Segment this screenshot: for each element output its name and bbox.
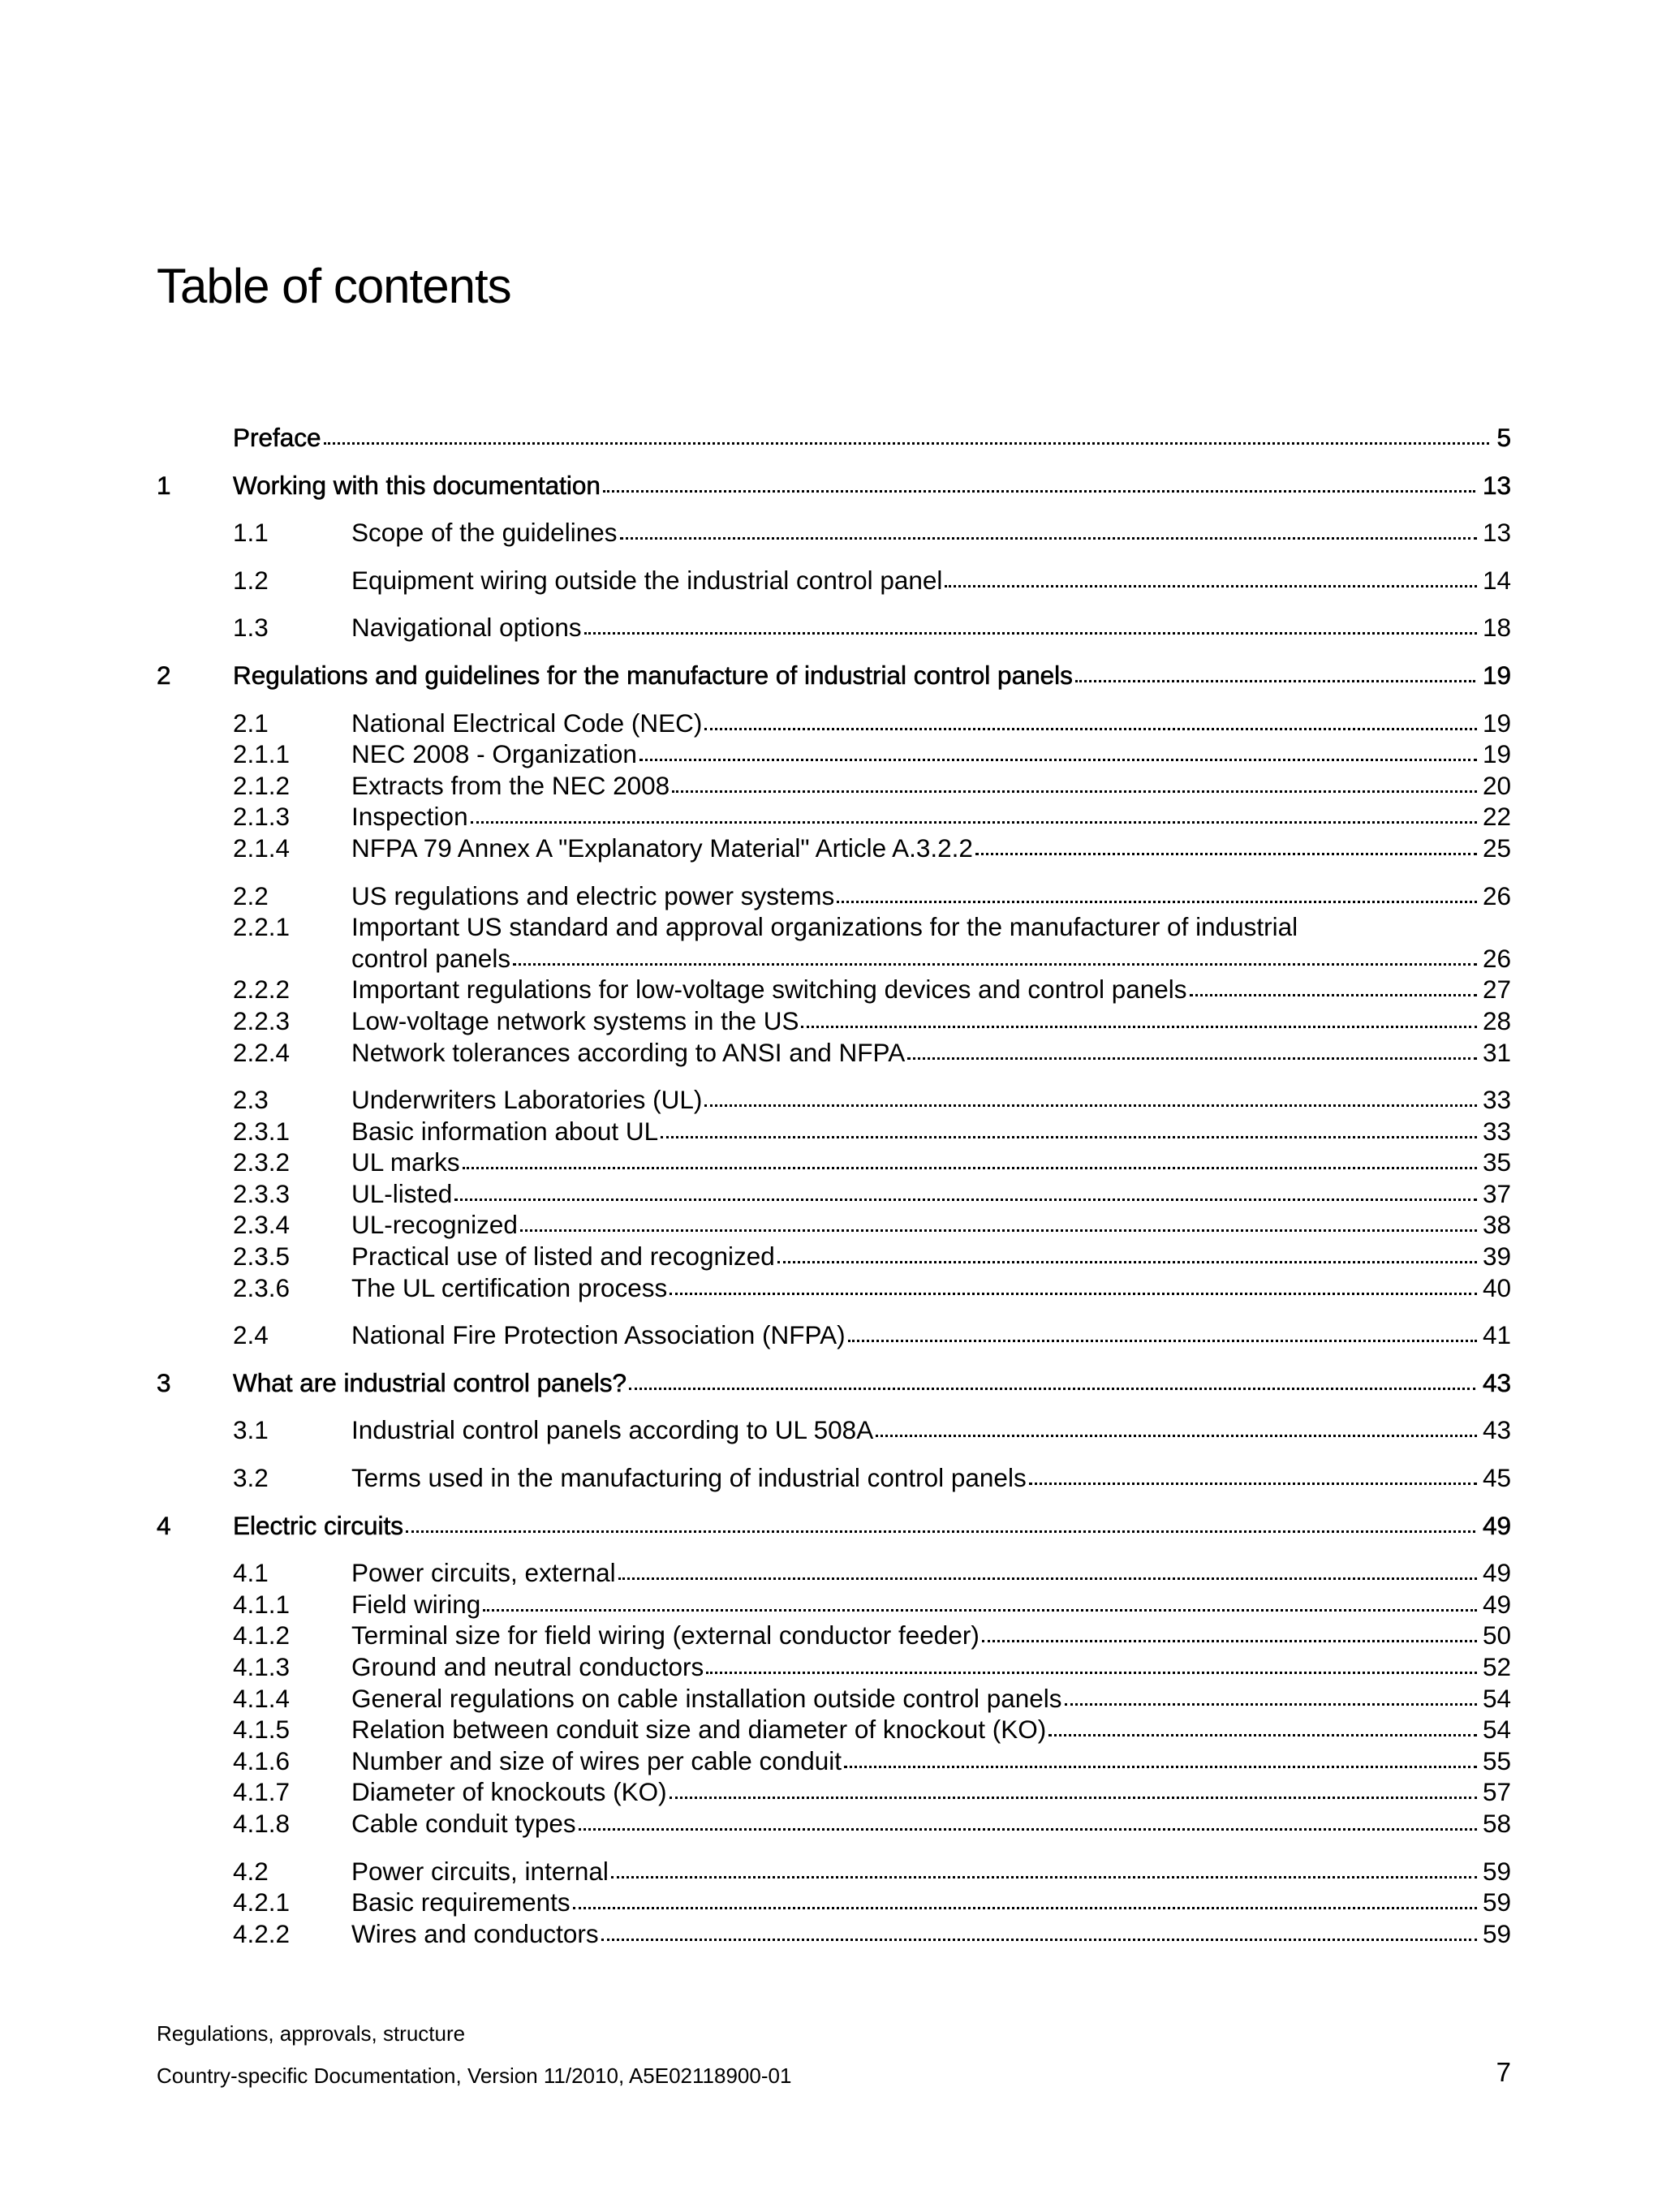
toc-entry-title[interactable]: Basic information about UL (351, 1116, 659, 1146)
toc-entry-title[interactable]: Diameter of knockouts (KO) (351, 1777, 667, 1807)
toc-page-number[interactable]: 33 (1482, 1116, 1511, 1146)
toc-entry-title[interactable]: Important regulations for low-voltage switching devices and control panels (351, 975, 1187, 1005)
toc-entry[interactable] (157, 801, 1511, 833)
toc-entry-title[interactable]: National Electrical Code (NEC) (351, 708, 703, 738)
table-of-contents (157, 422, 1511, 1949)
toc-page-number[interactable]: 50 (1482, 1620, 1511, 1650)
toc-page-number[interactable]: 49 (1482, 1589, 1511, 1619)
toc-entry[interactable] (157, 770, 1511, 802)
toc-entry[interactable] (157, 1918, 1511, 1950)
toc-entry[interactable] (157, 708, 1511, 739)
toc-entry-title[interactable]: NEC 2008 - Organization (351, 739, 637, 769)
toc-entry[interactable] (157, 1272, 1511, 1304)
toc-entry-title[interactable]: Extracts from the NEC 2008 (351, 770, 670, 800)
toc-chapter-number: 3 (157, 1367, 171, 1397)
toc-page-number[interactable]: 58 (1482, 1808, 1511, 1838)
toc-page-number[interactable]: 49 (1482, 1510, 1511, 1540)
toc-dot-leader (945, 585, 1477, 587)
toc-entry[interactable] (157, 880, 1511, 912)
toc-dot-leader (837, 901, 1477, 903)
toc-dot-leader (982, 1640, 1477, 1642)
toc-page-number[interactable]: 22 (1482, 802, 1511, 832)
toc-section-number: 2.3.6 (233, 1272, 291, 1302)
toc-page-number[interactable]: 55 (1482, 1745, 1511, 1775)
page-footer (157, 2012, 1511, 2097)
toc-dot-leader (618, 1577, 1477, 1580)
toc-entry[interactable] (157, 1178, 1511, 1210)
toc-page-number[interactable]: 52 (1482, 1652, 1511, 1681)
toc-section-number: 2.3.4 (233, 1210, 291, 1240)
toc-entry-title[interactable]: General regulations on cable installation outside control panels (351, 1683, 1062, 1713)
toc-entry[interactable] (157, 833, 1511, 864)
toc-entry-title[interactable]: Equipment wiring outside the industrial control panel (351, 565, 943, 595)
toc-entry-title[interactable]: Industrial control panels according to UL 508A (351, 1415, 874, 1445)
toc-entry-title[interactable]: Wires and conductors (351, 1918, 599, 1948)
toc-entry[interactable] (157, 1209, 1511, 1241)
toc-entry[interactable] (157, 1319, 1511, 1351)
toc-dot-leader (639, 759, 1477, 761)
toc-dot-leader (1048, 1734, 1477, 1736)
toc-page-number[interactable]: 59 (1482, 1887, 1511, 1917)
toc-page-number[interactable]: 27 (1482, 975, 1511, 1005)
toc-entry-title[interactable]: Field wiring (351, 1589, 481, 1619)
toc-chapter-number: 4 (157, 1510, 171, 1540)
toc-page-number[interactable]: 14 (1482, 565, 1511, 595)
toc-entry[interactable] (157, 1745, 1511, 1777)
toc-section-number: 4.2.2 (233, 1918, 291, 1948)
toc-section-number: 4.1.1 (233, 1589, 291, 1619)
toc-dot-leader (611, 1876, 1477, 1878)
toc-entry-title[interactable]: Basic requirements (351, 1887, 571, 1917)
toc-page-number[interactable]: 45 (1482, 1463, 1511, 1493)
toc-page-number[interactable]: 40 (1482, 1272, 1511, 1302)
toc-section-number: 2.1.4 (233, 833, 291, 863)
toc-dot-leader (704, 1104, 1477, 1107)
toc-page-number[interactable]: 19 (1482, 660, 1511, 690)
toc-section-number: 4.1.3 (233, 1652, 291, 1681)
toc-entry-title[interactable]: Regulations and guidelines for the manufacture of industrial control panels (233, 660, 1073, 690)
toc-entry[interactable] (157, 1856, 1511, 1887)
toc-section-number: 4.2 (233, 1856, 269, 1886)
toc-page-number[interactable]: 13 (1482, 470, 1511, 500)
toc-dot-leader (844, 1766, 1477, 1768)
toc-dot-leader (704, 728, 1477, 730)
toc-dot-leader (1065, 1703, 1477, 1706)
toc-dot-leader (777, 1261, 1477, 1263)
toc-section-number: 2.2.2 (233, 975, 291, 1005)
toc-chapter-number: 1 (157, 470, 171, 500)
toc-dot-leader (661, 1136, 1477, 1138)
page-title: Table of contents (157, 259, 511, 313)
toc-page-number[interactable]: 38 (1482, 1210, 1511, 1240)
toc-dot-leader (573, 1907, 1477, 1909)
toc-page-number[interactable]: 19 (1482, 739, 1511, 769)
toc-dot-leader (670, 1293, 1477, 1295)
toc-section-number: 4.1.5 (233, 1715, 291, 1745)
toc-dot-leader (603, 490, 1475, 493)
toc-entry-title[interactable]: What are industrial control panels? (233, 1367, 627, 1397)
toc-dot-leader (579, 1828, 1477, 1831)
toc-dot-leader (670, 1797, 1477, 1799)
toc-entry[interactable] (157, 1084, 1511, 1116)
toc-entry-title[interactable]: Working with this documentation (233, 470, 601, 500)
toc-section-number: 2.3 (233, 1085, 269, 1115)
toc-entry[interactable] (157, 1116, 1511, 1147)
toc-section-number: 2.1.1 (233, 739, 291, 769)
toc-page-number[interactable]: 28 (1482, 1005, 1511, 1035)
toc-page-number[interactable]: 39 (1482, 1242, 1511, 1272)
toc-entry-title[interactable]: The UL certification process (351, 1272, 668, 1302)
toc-entry-title[interactable]: US regulations and electric power systems (351, 880, 835, 910)
toc-page-number[interactable]: 41 (1482, 1320, 1511, 1350)
toc-entry[interactable] (157, 1462, 1511, 1494)
toc-entry[interactable] (157, 1147, 1511, 1178)
toc-page-number[interactable]: 54 (1482, 1683, 1511, 1713)
toc-entry-title[interactable]: Cable conduit types (351, 1808, 576, 1838)
toc-section-number: 2.3.5 (233, 1242, 291, 1272)
toc-entry-title[interactable]: Power circuits, external (351, 1558, 616, 1588)
toc-page-number[interactable]: 54 (1482, 1715, 1511, 1745)
toc-dot-leader (520, 1229, 1477, 1232)
toc-dot-leader (471, 821, 1477, 824)
toc-page-number[interactable]: 31 (1482, 1037, 1511, 1067)
toc-page-number[interactable]: 20 (1482, 770, 1511, 800)
toc-entry[interactable] (157, 1367, 1511, 1399)
toc-entry[interactable] (157, 612, 1511, 643)
toc-entry[interactable] (157, 911, 1511, 943)
toc-page-number[interactable]: 18 (1482, 613, 1511, 643)
toc-page-number[interactable]: 26 (1482, 880, 1511, 910)
toc-entry-title[interactable]: Navigational options (351, 613, 582, 643)
toc-entry-title[interactable]: UL marks (351, 1147, 460, 1177)
toc-entry[interactable] (157, 738, 1511, 770)
toc-dot-leader (672, 790, 1477, 793)
toc-dot-leader (1075, 680, 1475, 682)
toc-page-number[interactable]: 37 (1482, 1178, 1511, 1208)
toc-section-number: 2.2.4 (233, 1037, 291, 1067)
toc-entry-title[interactable]: Important US standard and approval organizations for the manufacturer of industrial (351, 912, 1298, 942)
toc-page-number[interactable]: 59 (1482, 1856, 1511, 1886)
toc-entry-continuation[interactable] (157, 943, 1511, 975)
toc-section-number: 4.1 (233, 1558, 269, 1588)
toc-entry-title[interactable]: UL-listed (351, 1178, 453, 1208)
toc-dot-leader (848, 1340, 1477, 1342)
toc-dot-leader (406, 1530, 1475, 1533)
toc-page-number[interactable]: 13 (1482, 518, 1511, 548)
toc-dot-leader (706, 1672, 1477, 1674)
toc-section-number: 2.3.2 (233, 1147, 291, 1177)
toc-entry[interactable] (157, 660, 1511, 691)
toc-dot-leader (1029, 1483, 1477, 1485)
toc-section-number: 4.1.4 (233, 1683, 291, 1713)
toc-entry[interactable] (157, 1241, 1511, 1272)
toc-entry[interactable] (157, 517, 1511, 549)
toc-dot-leader (629, 1388, 1475, 1390)
toc-section-number: 4.1.2 (233, 1620, 291, 1650)
toc-section-number: 2.2 (233, 880, 269, 910)
toc-page-number[interactable]: 57 (1482, 1777, 1511, 1807)
toc-entry-title[interactable]: UL-recognized (351, 1210, 518, 1240)
toc-page-number[interactable]: 43 (1482, 1415, 1511, 1445)
toc-section-number: 3.1 (233, 1415, 269, 1445)
toc-dot-leader (454, 1199, 1477, 1201)
toc-dot-leader (463, 1167, 1477, 1169)
toc-page-number[interactable]: 49 (1482, 1558, 1511, 1588)
toc-section-number: 4.2.1 (233, 1887, 291, 1917)
toc-page-number[interactable]: 59 (1482, 1918, 1511, 1948)
toc-entry[interactable] (157, 470, 1511, 501)
toc-entry[interactable] (157, 1887, 1511, 1918)
toc-entry-title[interactable]: Relation between conduit size and diameter of knockout (KO) (351, 1715, 1047, 1745)
toc-entry-title[interactable]: Number and size of wires per cable conduit (351, 1745, 842, 1775)
footer-document-title: Regulations, approvals, structure (157, 2021, 466, 2046)
toc-entry[interactable] (157, 1510, 1511, 1542)
toc-entry[interactable] (157, 1557, 1511, 1589)
toc-entry[interactable] (157, 974, 1511, 1005)
toc-dot-leader (513, 963, 1477, 966)
toc-entry-title[interactable]: Terminal size for field wiring (external conductor feeder) (351, 1620, 980, 1650)
toc-section-number: 1.1 (233, 518, 269, 548)
toc-entry[interactable] (157, 1714, 1511, 1745)
toc-section-number: 1.2 (233, 565, 269, 595)
toc-dot-leader (620, 537, 1477, 540)
toc-section-number: 2.1.3 (233, 802, 291, 832)
toc-entry[interactable] (157, 1414, 1511, 1446)
toc-page-number[interactable]: 43 (1482, 1367, 1511, 1397)
toc-page-number[interactable]: 5 (1496, 423, 1511, 452)
toc-section-number: 2.1.2 (233, 770, 291, 800)
toc-entry-title[interactable]: Power circuits, internal (351, 1856, 609, 1886)
toc-dot-leader (1190, 994, 1477, 996)
toc-entry-title[interactable]: Practical use of listed and recognized (351, 1242, 775, 1272)
toc-entry[interactable] (157, 1683, 1511, 1715)
toc-entry-title[interactable]: Inspection (351, 802, 468, 832)
toc-section-number: 4.1.6 (233, 1745, 291, 1775)
toc-entry[interactable] (157, 1651, 1511, 1683)
toc-page-number[interactable]: 19 (1482, 708, 1511, 738)
toc-section-number: 2.3.3 (233, 1178, 291, 1208)
toc-entry-title[interactable]: Terms used in the manufacturing of industrial control panels (351, 1463, 1027, 1493)
toc-entry-title[interactable]: National Fire Protection Association (NFPA) (351, 1320, 846, 1350)
toc-section-number: 4.1.8 (233, 1808, 291, 1838)
toc-section-number: 2.1 (233, 708, 269, 738)
toc-dot-leader (876, 1435, 1477, 1437)
toc-entry[interactable] (157, 1589, 1511, 1620)
toc-dot-leader (483, 1609, 1477, 1612)
toc-section-number: 2.2.1 (233, 912, 291, 942)
toc-entry[interactable] (157, 1005, 1511, 1037)
toc-entry[interactable] (157, 1776, 1511, 1808)
toc-page-number[interactable]: 25 (1482, 833, 1511, 863)
toc-entry[interactable] (157, 1620, 1511, 1651)
toc-section-number: 2.3.1 (233, 1116, 291, 1146)
toc-page-number[interactable]: 33 (1482, 1085, 1511, 1115)
toc-page-number[interactable]: 35 (1482, 1147, 1511, 1177)
toc-dot-leader (584, 632, 1477, 635)
toc-entry-title[interactable]: Scope of the guidelines (351, 518, 618, 548)
toc-section-number: 4.1.7 (233, 1777, 291, 1807)
page-number: 7 (1496, 2057, 1511, 2087)
toc-dot-leader (975, 853, 1477, 855)
toc-section-number: 2.2.3 (233, 1005, 291, 1035)
toc-dot-leader (324, 442, 1490, 445)
toc-section-number: 3.2 (233, 1463, 269, 1493)
toc-entry-title[interactable]: Low-voltage network systems in the US (351, 1005, 799, 1035)
toc-dot-leader (907, 1057, 1477, 1060)
toc-section-number: 2.4 (233, 1320, 269, 1350)
toc-section-number: 1.3 (233, 613, 269, 643)
toc-dot-leader (801, 1026, 1476, 1028)
toc-entry-title[interactable]: Electric circuits (233, 1510, 404, 1540)
toc-entry-title[interactable]: Underwriters Laboratories (UL) (351, 1085, 703, 1115)
toc-entry[interactable] (157, 565, 1511, 596)
footer-document-info: Country-specific Documentation, Version 11/2010, A5E02118900-01 (157, 2064, 792, 2088)
toc-entry-title[interactable]: Preface (233, 423, 321, 452)
toc-dot-leader (601, 1939, 1477, 1941)
toc-entry[interactable] (157, 1808, 1511, 1840)
toc-entry-title[interactable]: NFPA 79 Annex A "Explanatory Material" Article A.3.2.2 (351, 833, 973, 863)
toc-entry[interactable] (157, 422, 1511, 454)
toc-entry-title[interactable]: Network tolerances according to ANSI and NFPA (351, 1037, 906, 1067)
toc-chapter-number: 2 (157, 660, 171, 690)
toc-entry-title[interactable]: Ground and neutral conductors (351, 1652, 704, 1681)
toc-page-number[interactable]: 26 (1482, 943, 1511, 973)
toc-entry-title-continuation[interactable]: control panels (351, 943, 511, 973)
toc-entry[interactable] (157, 1037, 1511, 1069)
